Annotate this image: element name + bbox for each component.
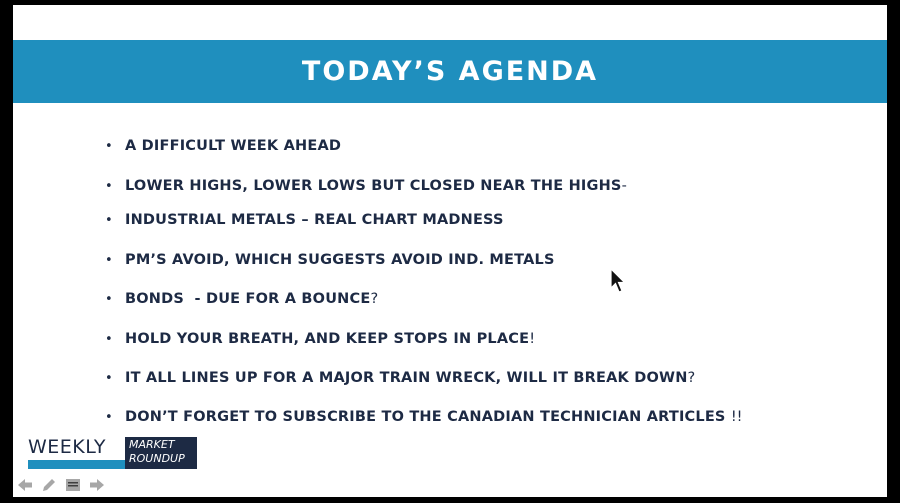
bullet-item bbox=[105, 252, 555, 268]
bullet-text: BONDS - DUE FOR A BOUNCE bbox=[125, 291, 371, 307]
bullet-text: INDUSTRIAL METALS – REAL CHART MADNESS bbox=[125, 212, 504, 228]
bullet-suffix: !! bbox=[730, 409, 743, 425]
bullet-dot: • bbox=[105, 212, 113, 228]
weekly-market-roundup-logo bbox=[28, 436, 228, 472]
bullet-suffix: ? bbox=[687, 370, 696, 386]
logo-roundup-text: ROUNDUP bbox=[129, 452, 185, 465]
mouse-pointer-icon bbox=[610, 268, 626, 294]
bullet-item bbox=[105, 370, 695, 386]
bullet-item bbox=[105, 291, 378, 307]
bullet-text: LOWER HIGHS, LOWER LOWS BUT CLOSED NEAR THE HIGHS bbox=[125, 178, 622, 194]
bullet-item bbox=[105, 178, 627, 194]
slide bbox=[13, 5, 887, 497]
slide-title: TODAY’S AGENDA bbox=[301, 56, 599, 87]
logo-market-text: MARKET bbox=[129, 438, 175, 451]
bullet-list bbox=[13, 5, 887, 497]
bullet-item bbox=[105, 409, 742, 425]
bullet-dot: • bbox=[105, 370, 113, 386]
bullet-item bbox=[105, 212, 504, 228]
logo-box bbox=[125, 437, 197, 469]
slideshow-controls bbox=[16, 476, 106, 494]
bullet-text: PM’S AVOID, WHICH SUGGESTS AVOID IND. METALS bbox=[125, 252, 555, 268]
bullet-text: HOLD YOUR BREATH, AND KEEP STOPS IN PLACE bbox=[125, 331, 530, 347]
logo-weekly-text: WEEKLY bbox=[28, 436, 106, 458]
arrow-right-icon[interactable] bbox=[88, 476, 106, 494]
bullet-dot: • bbox=[105, 291, 113, 307]
bullet-suffix: ! bbox=[529, 331, 536, 347]
bullet-dot: • bbox=[105, 409, 113, 425]
bullet-item bbox=[105, 331, 535, 347]
slides-menu-icon[interactable] bbox=[64, 476, 82, 494]
bullet-dot: • bbox=[105, 331, 113, 347]
bullet-text: IT ALL LINES UP FOR A MAJOR TRAIN WRECK, WILL IT BREAK DOWN bbox=[125, 370, 688, 386]
bullet-text: A DIFFICULT WEEK AHEAD bbox=[125, 138, 342, 154]
pen-icon[interactable] bbox=[40, 476, 58, 494]
bullet-dot: • bbox=[105, 138, 113, 154]
bullet-dot: • bbox=[105, 252, 113, 268]
bullet-text: DON’T FORGET TO SUBSCRIBE TO THE CANADIAN TECHNICIAN ARTICLES bbox=[125, 409, 731, 425]
bullet-suffix: ? bbox=[370, 291, 379, 307]
arrow-left-icon[interactable] bbox=[16, 476, 34, 494]
logo-accent-bar bbox=[28, 460, 125, 469]
bullet-dot: • bbox=[105, 178, 113, 194]
bullet-suffix: - bbox=[621, 178, 627, 194]
bullet-item bbox=[105, 138, 341, 154]
